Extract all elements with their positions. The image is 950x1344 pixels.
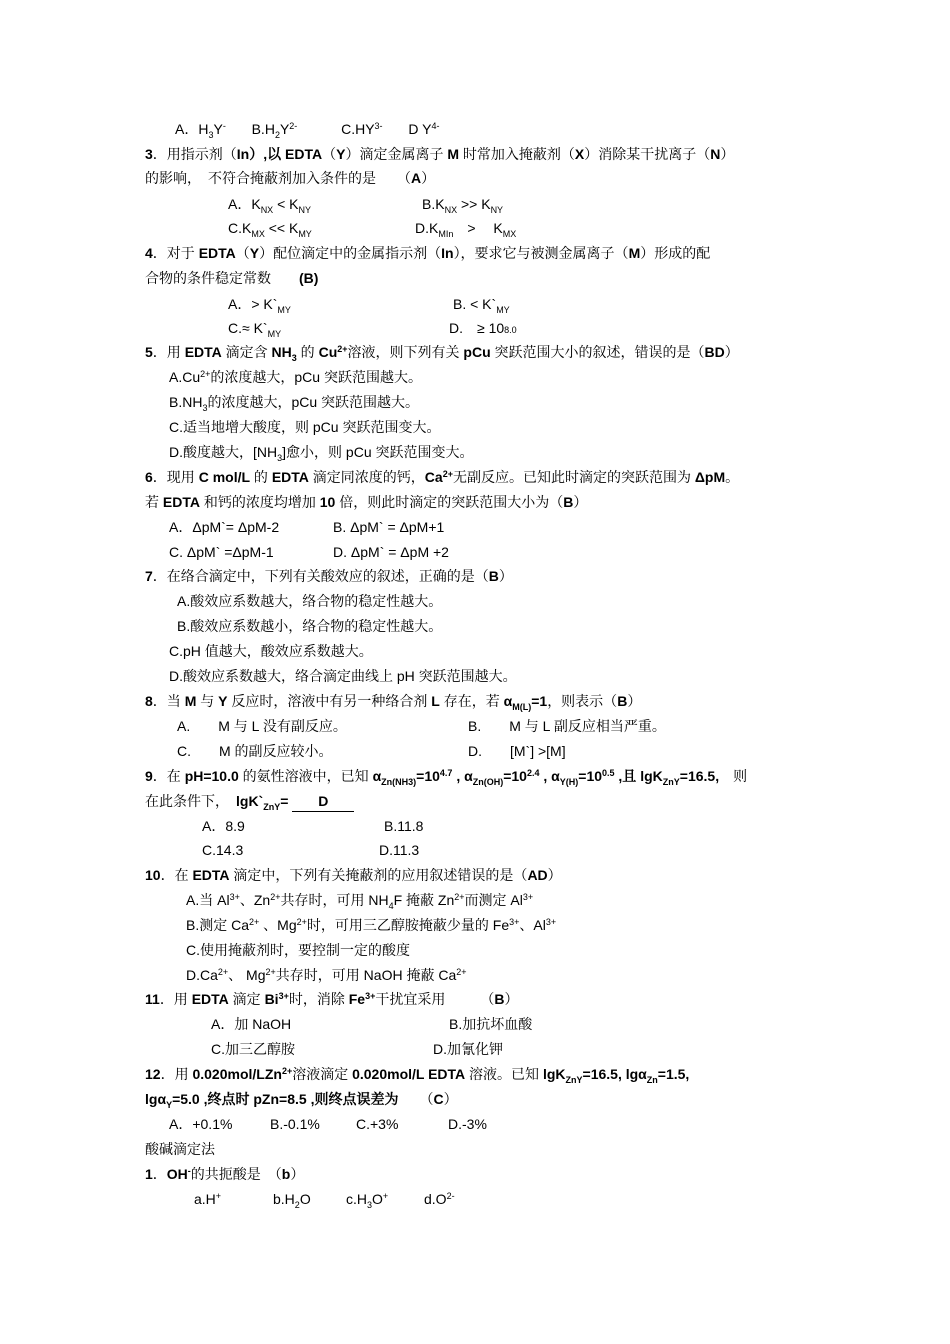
option-b: $B.NH_3$的浓度越大，pCu 突跃范围越大。	[169, 394, 420, 413]
question-10: 10．在 EDTA 滴定中，下列有关掩蔽剂的应用叙述错误的是（AD）	[145, 867, 562, 883]
option-b: B. < $K`_{MY}$	[453, 296, 510, 315]
options-row: A．$H_3Y^-$ $B.H_2Y^{2-}$ $C.HY^{3-}$ D $Y^{4-}$	[175, 121, 440, 140]
option-d: D.酸效应系数越大，络合滴定曲线上 pH 突跃范围越大。	[169, 668, 517, 684]
question-6-cont: 若 EDTA 和钙的浓度均增加 10 倍，则此时滴定的突跃范围大小为（B）	[145, 494, 588, 510]
question-6: 6．现用 C mol/L 的 EDTA 滴定同浓度的钙，$Ca^{2+}$无副反应。已知此时滴定的突跃范围为 ΔpM。	[145, 469, 740, 485]
question-9-cont: 在此条件下， $\lg K`_{ZnY}= D$	[145, 791, 354, 812]
question-4-cont: 合物的条件稳定常数 (B)	[145, 270, 319, 286]
section-heading: 酸碱滴定法	[145, 1141, 215, 1157]
option-a: A．ΔpM`= ΔpM-2	[169, 519, 280, 535]
option-d: D.11.3	[379, 842, 420, 858]
option-d: D.-3%	[448, 1116, 487, 1132]
option-b: B.测定 $Ca^{2+}$ 、$Mg^{2+}$时，可用三乙醇胺掩蔽少量的 $Fe^{3+}$、$Al^{3+}$	[186, 917, 557, 933]
question-9: 9．在 pH=10.0 的氨性溶液中，已知 $\alpha_{Zn(NH3)}=10^{4.7}$ , $\alpha_{Zn(OH)}=10^{2.4}$ , $\alpha_{Y(H)}=10^{0.5}$ ,且 lgK$_{ZnY}$=16.5, 则	[145, 768, 748, 787]
option-a: a.H+	[194, 1191, 222, 1207]
option-b: B.加抗坏血酸	[449, 1016, 533, 1032]
option-d: D. ΔpM` = ΔpM +2	[333, 544, 449, 560]
question-ab-1: 1．OH-的共扼酸是 （b）	[145, 1166, 305, 1182]
option-c: C. ΔpM` =ΔpM-1	[169, 544, 274, 560]
option-b: B.-0.1%	[270, 1116, 320, 1132]
option-c: $C.K_{MX} << K_{MY}$	[228, 220, 312, 239]
option-d: $D.K_{MIn}$ > $K_{MX}$	[415, 220, 517, 239]
option-c: C.适当地增大酸度，则 pCu 突跃范围变大。	[169, 419, 441, 435]
question-5: 5．用 EDTA 滴定含 $NH_3$ 的 $Cu^{2+}$溶液，则下列有关 pCu 突跃范围大小的叙述，错误的是（BD）	[145, 344, 739, 363]
option-a: A. M 与 L 没有副反应。	[177, 718, 347, 734]
option-d: D. [M`] >[M]	[468, 743, 566, 759]
option-d: $d.O^{2-}$	[424, 1191, 455, 1207]
option-a: A.当 $Al^{3+}$、$Zn^{2+}$共存时，可用 $NH_4F$ 掩蔽 $Zn^{2+}$而测定 $Al^{3+}$	[186, 892, 534, 911]
option-d: $D.Ca^{2+}$、 $Mg^{2+}$共存时，可用 NaOH 掩蔽 $Ca^{2+}$	[186, 967, 467, 983]
option-a: $A.Cu^{2+}$的浓度越大，pCu 突跃范围越大。	[169, 369, 422, 385]
answer-blank: D	[292, 791, 354, 812]
option-a: A．8.9	[202, 818, 245, 834]
question-3-cont: 的影响， 不符合掩蔽剂加入条件的是 （A）	[145, 170, 436, 186]
option-a: A．+0.1%	[169, 1116, 233, 1132]
question-11: 11．用 EDTA 滴定 $Bi^{3+}$时，消除 $Fe^{3+}$干扰宜采用 （B）	[145, 991, 519, 1007]
question-7: 7．在络合滴定中，下列有关酸效应的叙述，正确的是（B）	[145, 568, 513, 584]
question-4: 4．对于 EDTA（Y）配位滴定中的金属指示剂（In），要求它与被测金属离子（M）形成的配	[145, 245, 711, 261]
option-a: A．加 NaOH	[211, 1016, 292, 1032]
option-a: A.酸效应系数越大，络合物的稳定性越大。	[177, 593, 443, 609]
option-c: $c.H_3O^+$	[346, 1191, 389, 1210]
option-d: D. ≥ 108.0	[449, 320, 517, 336]
option-b: B.11.8	[384, 818, 424, 834]
option-c: C.加三乙醇胺	[211, 1041, 295, 1057]
option-c: C.pH 值越大，酸效应系数越大。	[169, 643, 373, 659]
option-d: D.酸度越大，$[NH_3]$愈小，则 pCu 突跃范围变大。	[169, 444, 474, 463]
option-a: A．> $K`_{MY}$	[228, 296, 291, 315]
option-c: C.使用掩蔽剂时，要控制一定的酸度	[186, 942, 410, 958]
question-8: 8．当 M 与 Y 反应时，溶液中有另一种络合剂 L 存在，若 $\alpha_{M(L)}=1$，则表示（B）	[145, 693, 642, 712]
question-12: 12．用 0.020mol/LZn$^{2+}$溶液滴定 0.020mol/L EDTA 溶液。已知 lgK$_{ZnY}$=16.5, lgα$_{Zn}$=1.5,	[145, 1066, 690, 1085]
option-d: D.加氰化钾	[433, 1041, 503, 1057]
option-c: C.14.3	[202, 842, 244, 858]
option-b: B.酸效应系数越小，络合物的稳定性越大。	[177, 618, 443, 634]
option-b: B. ΔpM` = ΔpM+1	[333, 519, 445, 535]
option-c: C.+3%	[356, 1116, 399, 1132]
question-12-cont: lgα$_Y$=5.0 ,终点时 pZn=8.5 ,则终点误差为 （C）	[145, 1091, 458, 1110]
option-a: A．$K_{NX} < K_{NY}$	[228, 196, 312, 215]
option-b: $b.H_2O$	[273, 1191, 311, 1210]
option-b: B. M 与 L 副反应相当严重。	[468, 718, 666, 734]
question-3: 3．用指示剂（In）,以 EDTA（Y）滴定金属离子 M 时常加入掩蔽剂（X）消除某干扰离子（N）	[145, 146, 735, 162]
option-b: $B.K_{NX} >> K_{NY}$	[422, 196, 504, 215]
option-c: C. M 的副反应较小。	[177, 743, 333, 759]
option-c: $C.\approx K`_{MY}$	[228, 320, 282, 339]
